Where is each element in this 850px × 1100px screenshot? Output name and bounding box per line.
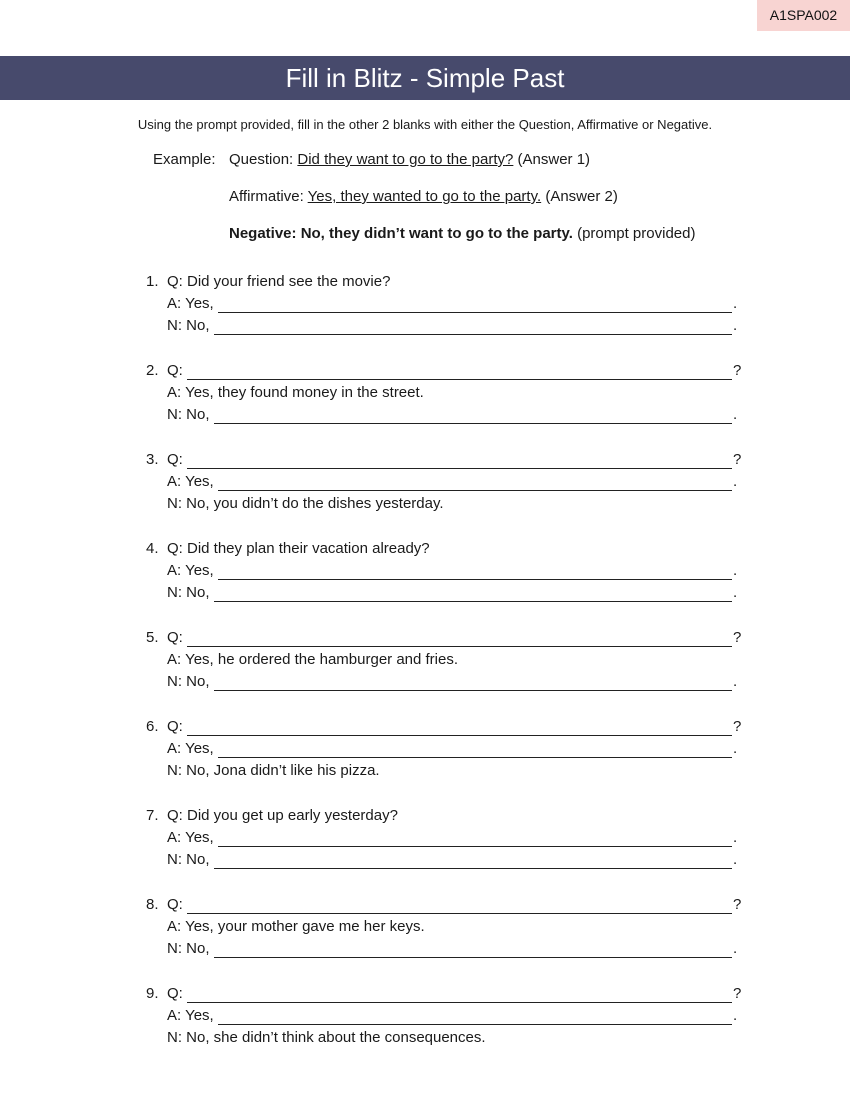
affirmative-row-text: A: Yes, they found money in the street. xyxy=(167,384,424,401)
example-negative xyxy=(229,225,695,243)
exercise-item xyxy=(0,629,850,699)
answer-blank[interactable] xyxy=(187,722,732,736)
negative-row xyxy=(167,406,737,424)
exercise-number: 1. xyxy=(146,273,159,290)
example-label: Example: xyxy=(153,151,216,168)
answer-blank[interactable] xyxy=(187,989,732,1003)
end-punctuation: ? xyxy=(733,362,742,379)
question-row xyxy=(167,985,741,1003)
answer-blank[interactable] xyxy=(218,833,732,847)
end-punctuation: . xyxy=(733,940,738,957)
affirmative-row xyxy=(167,295,737,313)
negative-row-text: N: No, xyxy=(167,406,210,423)
exercise-item xyxy=(0,362,850,432)
affirmative-row-text: A: Yes, xyxy=(167,1007,214,1024)
end-punctuation: ? xyxy=(733,718,742,735)
exercise-number: 8. xyxy=(146,896,159,913)
affirmative-row xyxy=(167,1007,737,1025)
question-row xyxy=(167,629,741,647)
exercise-item xyxy=(0,807,850,877)
negative-row-text: N: No, she didn’t think about the consequences. xyxy=(167,1029,486,1046)
exercise-item xyxy=(0,540,850,610)
negative-row-text: N: No, xyxy=(167,940,210,957)
answer-blank[interactable] xyxy=(218,744,732,758)
answer-blank[interactable] xyxy=(218,1011,732,1025)
affirmative-row-text: A: Yes, xyxy=(167,295,214,312)
answer-blank[interactable] xyxy=(214,410,732,424)
instructions-text: Using the prompt provided, fill in the other 2 blanks with either the Question, Affirmative or Negative. xyxy=(137,117,713,132)
example-negative-text: Negative: No, they didn’t want to go to the party. xyxy=(229,225,573,242)
question-row xyxy=(167,807,398,825)
exercise-item xyxy=(0,273,850,343)
end-punctuation: . xyxy=(733,740,738,757)
question-row-text: Q: xyxy=(167,718,183,735)
end-punctuation: ? xyxy=(733,451,742,468)
answer-blank[interactable] xyxy=(187,366,732,380)
exercise-item xyxy=(0,985,850,1055)
example-affirmative-text: Yes, they wanted to go to the party. xyxy=(307,188,542,205)
question-row-text: Q: xyxy=(167,896,183,913)
question-row-text: Q: xyxy=(167,451,183,468)
answer-blank[interactable] xyxy=(214,321,732,335)
exercise-number: 9. xyxy=(146,985,159,1002)
answer-blank[interactable] xyxy=(214,677,732,691)
negative-row xyxy=(167,940,737,958)
question-row-text: Q: Did your friend see the movie? xyxy=(167,273,391,290)
answer-blank[interactable] xyxy=(214,855,732,869)
end-punctuation: . xyxy=(733,851,738,868)
affirmative-row-text: A: Yes, xyxy=(167,829,214,846)
answer-blank[interactable] xyxy=(218,299,732,313)
answer-blank[interactable] xyxy=(187,455,732,469)
answer-blank[interactable] xyxy=(187,900,732,914)
affirmative-row xyxy=(167,384,424,402)
exercise-number: 7. xyxy=(146,807,159,824)
question-row xyxy=(167,273,390,291)
negative-row xyxy=(167,851,737,869)
negative-row xyxy=(167,1029,486,1047)
negative-row xyxy=(167,762,380,780)
example-affirmative xyxy=(229,188,618,206)
exercise-item xyxy=(0,896,850,966)
negative-row-text: N: No, you didn’t do the dishes yesterday. xyxy=(167,495,444,512)
answer-blank[interactable] xyxy=(214,944,732,958)
question-row xyxy=(167,896,741,914)
end-punctuation: . xyxy=(733,673,738,690)
negative-row xyxy=(167,317,737,335)
question-row-text: Q: xyxy=(167,362,183,379)
negative-row xyxy=(167,673,737,691)
example-question-note: (Answer 1) xyxy=(517,151,591,168)
negative-row xyxy=(167,584,737,602)
affirmative-row xyxy=(167,651,458,669)
question-row-text: Q: Did you get up early yesterday? xyxy=(167,807,398,824)
exercise-number: 5. xyxy=(146,629,159,646)
exercise-number: 3. xyxy=(146,451,159,468)
end-punctuation: . xyxy=(733,584,738,601)
example-question xyxy=(229,151,590,169)
affirmative-row xyxy=(167,562,737,580)
affirmative-row-text: A: Yes, xyxy=(167,740,214,757)
question-row xyxy=(167,362,741,380)
example-question-prefix: Question: xyxy=(229,151,294,168)
affirmative-row xyxy=(167,473,737,491)
answer-blank[interactable] xyxy=(187,633,732,647)
affirmative-row xyxy=(167,829,737,847)
negative-row-text: N: No, xyxy=(167,584,210,601)
affirmative-row-text: A: Yes, he ordered the hamburger and fries. xyxy=(167,651,459,668)
answer-blank[interactable] xyxy=(218,477,732,491)
end-punctuation: . xyxy=(733,1007,738,1024)
end-punctuation: ? xyxy=(733,985,742,1002)
negative-row-text: N: No, xyxy=(167,317,210,334)
end-punctuation: ? xyxy=(733,896,742,913)
answer-blank[interactable] xyxy=(218,566,732,580)
affirmative-row xyxy=(167,740,737,758)
end-punctuation: ? xyxy=(733,629,742,646)
negative-row-text: N: No, Jona didn’t like his pizza. xyxy=(167,762,380,779)
negative-row xyxy=(167,495,444,513)
exercise-item xyxy=(0,718,850,788)
affirmative-row xyxy=(167,918,425,936)
page-title: Fill in Blitz - Simple Past xyxy=(0,56,850,100)
end-punctuation: . xyxy=(733,473,738,490)
affirmative-row-text: A: Yes, xyxy=(167,473,214,490)
question-row-text: Q: Did they plan their vacation already? xyxy=(167,540,430,557)
exercise-number: 2. xyxy=(146,362,159,379)
end-punctuation: . xyxy=(733,406,738,423)
exercise-item xyxy=(0,451,850,521)
question-row xyxy=(167,540,430,558)
end-punctuation: . xyxy=(733,562,738,579)
question-row xyxy=(167,718,741,736)
end-punctuation: . xyxy=(733,317,738,334)
example-affirmative-prefix: Affirmative: xyxy=(229,188,304,205)
example-question-text: Did they want to go to the party? xyxy=(297,151,514,168)
answer-blank[interactable] xyxy=(214,588,732,602)
affirmative-row-text: A: Yes, your mother gave me her keys. xyxy=(167,918,425,935)
question-row-text: Q: xyxy=(167,985,183,1002)
negative-row-text: N: No, xyxy=(167,851,210,868)
question-row xyxy=(167,451,741,469)
worksheet-code-badge: A1SPA002 xyxy=(757,0,850,31)
affirmative-row-text: A: Yes, xyxy=(167,562,214,579)
example-negative-note: (prompt provided) xyxy=(577,225,696,242)
exercise-number: 4. xyxy=(146,540,159,557)
end-punctuation: . xyxy=(733,829,738,846)
example-affirmative-note: (Answer 2) xyxy=(545,188,618,205)
exercise-number: 6. xyxy=(146,718,159,735)
negative-row-text: N: No, xyxy=(167,673,210,690)
question-row-text: Q: xyxy=(167,629,183,646)
end-punctuation: . xyxy=(733,295,738,312)
